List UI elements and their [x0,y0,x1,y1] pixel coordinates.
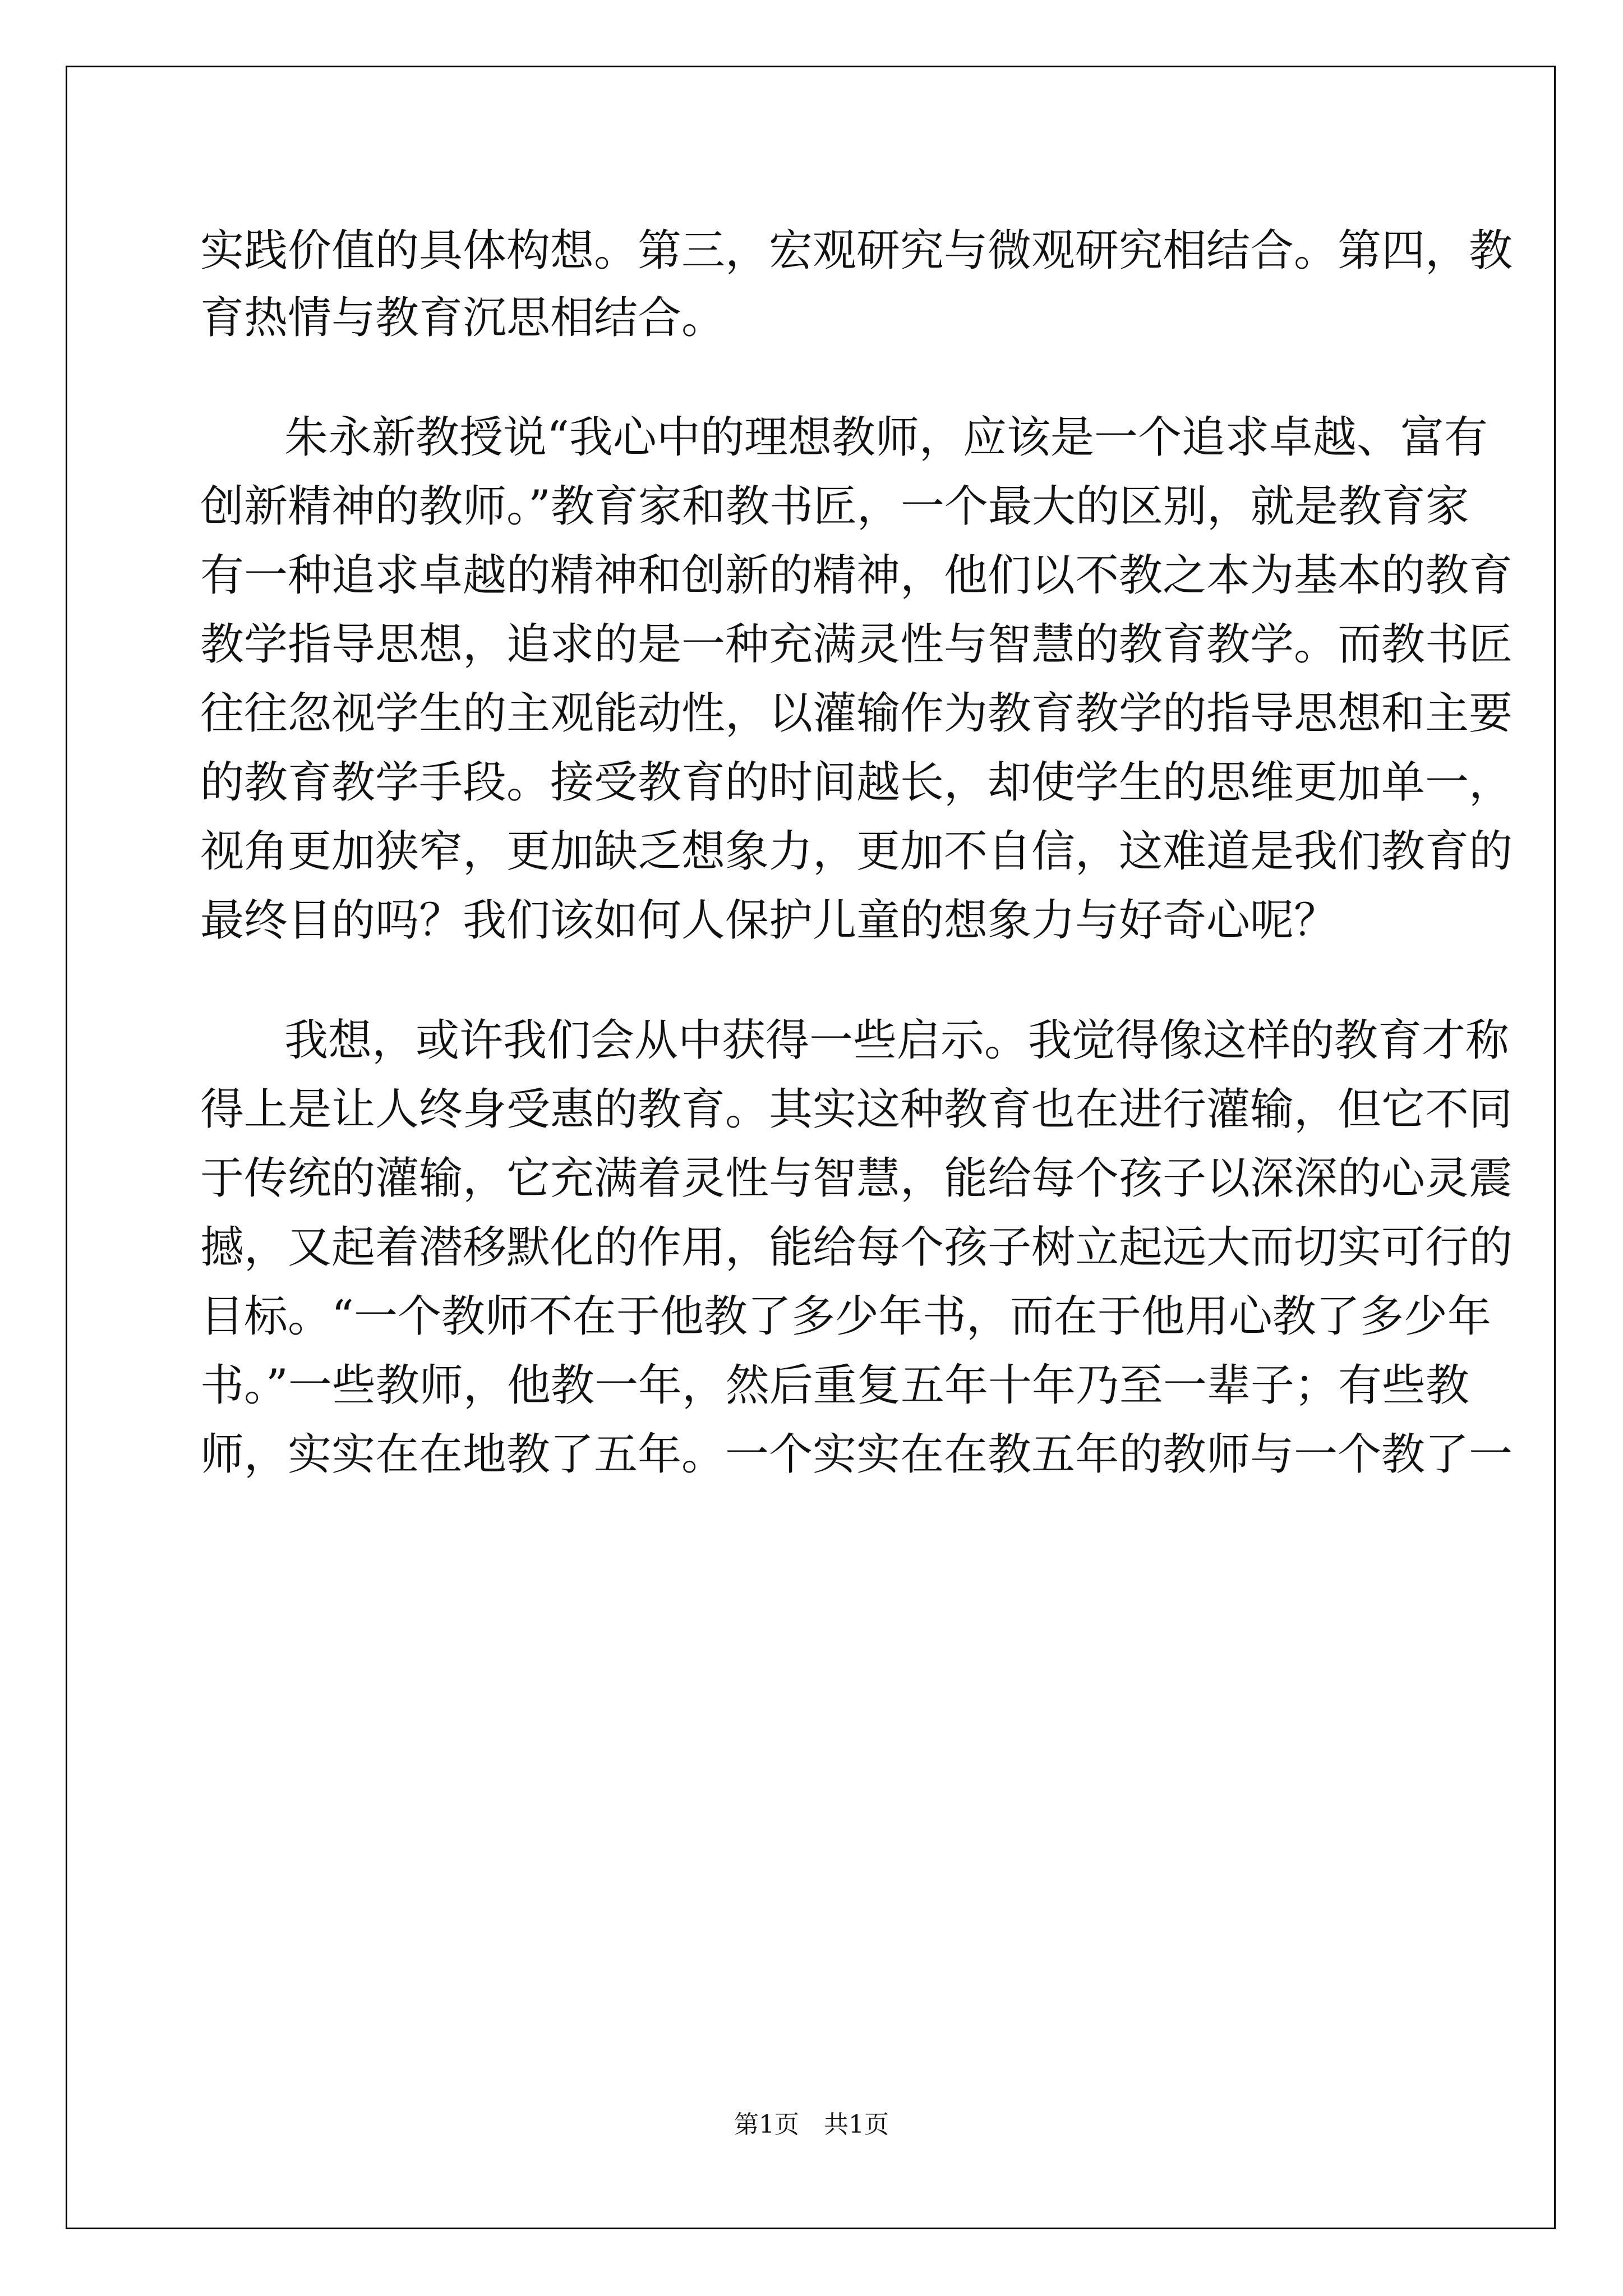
paragraph-line: 育热情与教育沉思相结合。 [200,293,726,343]
paragraph-line: 师，实实在在地教了五年。一个实实在在教五年的教师与一个教了一 [200,1429,1513,1480]
page-number: 第1页 [734,2110,799,2139]
paragraph-line: 得上是让人终身受惠的教育。其实这种教育也在进行灌输，但它不同 [200,1084,1513,1135]
paragraph-line: 目标。“一个教师不在于他教了多少年书，而在于他用心教了多少年 [200,1291,1491,1342]
paragraph-line: 往往忽视学生的主观能动性，以灌输作为教育教学的指导思想和主要 [200,688,1513,739]
paragraph-line: 教学指导思想，追求的是一种充满灵性与智慧的教育教学。而教书匠 [200,619,1513,670]
paragraph-line: 的教育教学手段。接受教育的时间越长，却使学生的思维更加单一， [200,757,1513,808]
paragraph-line: 实践价值的具体构想。第三，宏观研究与微观研究相结合。第四，教 [200,226,1513,276]
paragraph-line: 朱永新教授说“我心中的理想教师，应该是一个追求卓越、富有 [284,412,1488,463]
paragraph-line: 我想，或许我们会从中获得一些启示。我觉得像这样的教育才称 [284,1015,1510,1066]
paragraph-line: 有一种追求卓越的精神和创新的精神，他们以不教之本为基本的教育 [200,550,1513,601]
page-footer [0,2108,1623,2142]
paragraph-line: 书。”一些教师，他教一年，然后重复五年十年乃至一辈子；有些教 [200,1360,1469,1411]
paragraph-line: 创新精神的教师。”教育家和教书匠，一个最大的区别，就是教育家 [200,481,1469,532]
paragraph-line: 视角更加狭窄，更加缺乏想象力，更加不自信，这难道是我们教育的 [200,826,1513,877]
page-total: 共1页 [824,2110,889,2139]
paragraph-line: 最终目的吗？我们该如何人保护儿童的想象力与好奇心呢？ [200,895,1338,946]
paragraph-line: 撼，又起着潜移默化的作用，能给每个孩子树立起远大而切实可行的 [200,1222,1513,1273]
paragraph-line: 于传统的灌输，它充满着灵性与智慧，能给每个孩子以深深的心灵震 [200,1153,1513,1204]
